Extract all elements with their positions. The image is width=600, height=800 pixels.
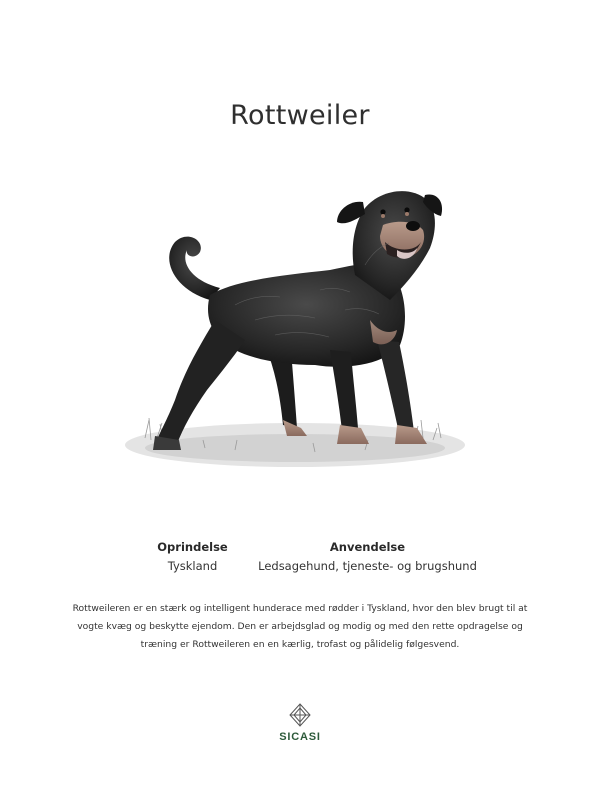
breed-description: Rottweileren er en stærk og intelligent hunderace med rødder i Tyskland, hvor den blev brugt til at vogte kvæg og beskytte ejendom. Den er arbejdsglad og modig og med den rette opdragelse og træning er Rottweileren en en kærlig, trofast og pålidelig følgesvend. bbox=[72, 603, 528, 650]
page-title: Rottweiler bbox=[230, 100, 370, 131]
breed-facts bbox=[0, 540, 600, 580]
origin-fact bbox=[130, 540, 255, 573]
rottweiler-dog-illustration bbox=[115, 170, 475, 490]
use-fact bbox=[255, 540, 480, 573]
origin-value: Tyskland bbox=[167, 559, 218, 573]
brand-logo bbox=[0, 703, 600, 743]
brand-name: SICASI bbox=[279, 731, 321, 743]
use-label: Anvendelse bbox=[329, 540, 406, 554]
use-value: Ledsagehund, tjeneste- og brugshund bbox=[258, 559, 477, 573]
sicasi-diamond-logo-icon bbox=[288, 703, 312, 729]
origin-label: Oprindelse bbox=[157, 540, 228, 554]
